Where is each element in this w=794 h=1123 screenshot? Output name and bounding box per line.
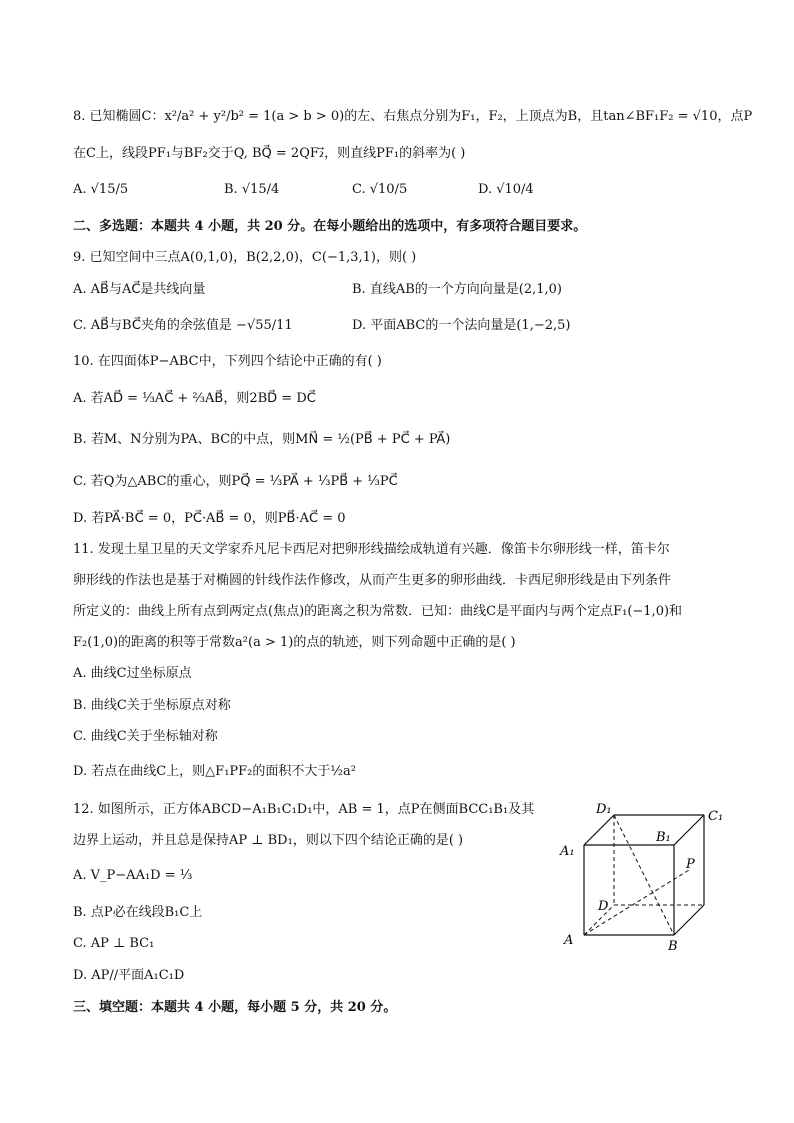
q8-option-d: D. √10/4 [478,182,534,197]
edge-a1-d1 [584,815,614,845]
q10-option-a: A. 若AD⃗ = ⅓AC⃗ + ⅔AB⃗，则2BD⃗ = DC⃗ [73,391,316,406]
q8-option-a: A. √15/5 [73,182,129,197]
q9-option-d: D. 平面ABC的一个法向量是(1,−2,5) [352,318,571,333]
q8-option-b: B. √15/4 [224,182,280,197]
q12-stem-line1: 12. 如图所示，正方体ABCD−A₁B₁C₁D₁中，AB = 1，点P在侧面BCC₁B₁及其 [73,802,535,817]
cube-figure [556,800,726,960]
label-d1: D₁ [596,802,612,817]
q11-stem-line1: 11. 发现土星卫星的天文学家乔凡尼卡西尼对把卵形线描绘成轨道有兴趣．像笛卡尔卵形线一样，笛卡尔 [73,542,670,557]
q11-stem-line2: 卵形线的作法也是基于对椭圆的针线作法作修改，从而产生更多的卵形曲线．卡西尼卵形线是由下列条件 [73,573,672,588]
q11-option-d: D. 若点在曲线C上，则△F₁PF₂的面积不大于½a² [73,764,356,779]
label-a: A [564,933,574,948]
q9-option-a: A. AB⃗与AC⃗是共线向量 [73,282,206,297]
section-3-heading: 三、填空题：本题共 4 小题，每小题 5 分，共 20 分。 [73,1000,397,1015]
label-d: D [598,899,609,914]
label-p: P [686,857,695,872]
q9-option-b: B. 直线AB的一个方向向量是(2,1,0) [352,282,562,297]
q11-option-b: B. 曲线C关于坐标原点对称 [73,698,231,713]
q11-stem-line3: 所定义的：曲线上所有点到两定点(焦点)的距离之积为常数．已知：曲线C是平面内与两个定点F₁(−1,0)和 [73,604,683,619]
edge-b-c [674,905,704,935]
q10-option-c: C. 若Q为△ABC的重心，则PQ⃗ = ⅓PA⃗ + ⅓PB⃗ + ⅓PC⃗ [73,474,398,489]
q10-option-b: B. 若M、N分别为PA、BC的中点，则MN⃗ = ½(PB⃗ + PC⃗ + PA⃗) [73,432,451,447]
q11-option-a: A. 曲线C过坐标原点 [73,666,192,681]
section-2-heading: 二、多选题：本题共 4 小题，共 20 分。在每小题给出的选项中，有多项符合题目要求。 [73,219,587,234]
q12-option-d: D. AP//平面A₁C₁D [73,968,185,983]
q8-stem-line1: 8. 已知椭圆C：x²/a² + y²/b² = 1(a > b > 0)的左、右焦点分别为F₁，F₂，上顶点为B，且tan∠BF₁F₂ = √10，点P [73,109,753,124]
q8-stem-line2: 在C上，线段PF₁与BF₂交于Q, BQ⃗ = 2QF₂⃗，则直线PF₁的斜率为( ) [73,146,466,161]
q9-stem: 9. 已知空间中三点A(0,1,0)，B(2,2,0)，C(−1,3,1)，则( ) [73,250,417,265]
label-a1: A₁ [560,844,575,859]
label-c1: C₁ [708,809,724,824]
q9-option-c: C. AB⃗与BC⃗夹角的余弦值是 −√55/11 [73,318,293,333]
q11-option-c: C. 曲线C关于坐标轴对称 [73,729,218,744]
edge-b1-c1 [674,815,704,845]
q12-option-a: A. V_P−AA₁D = ⅓ [73,868,193,883]
q10-stem: 10. 在四面体P−ABC中，下列四个结论中正确的有( ) [73,354,382,369]
q10-option-d: D. 若PA⃗·BC⃗ = 0，PC⃗·AB⃗ = 0，则PB⃗·AC⃗ = 0 [73,511,346,526]
q11-stem-line4: F₂(1,0)的距离的积等于常数a²(a > 1)的点的轨迹，则下列命题中正确的是( ) [73,635,516,650]
label-b1: B₁ [656,830,671,845]
q12-option-b: B. 点P必在线段B₁C上 [73,905,203,920]
cube-diagram [556,800,726,960]
q12-option-c: C. AP ⊥ BC₁ [73,936,155,951]
q12-stem-line2: 边界上运动，并且总是保持AP ⊥ BD₁，则以下四个结论正确的是( ) [73,833,464,848]
label-b: B [668,939,678,954]
q8-option-c: C. √10/5 [352,182,408,197]
